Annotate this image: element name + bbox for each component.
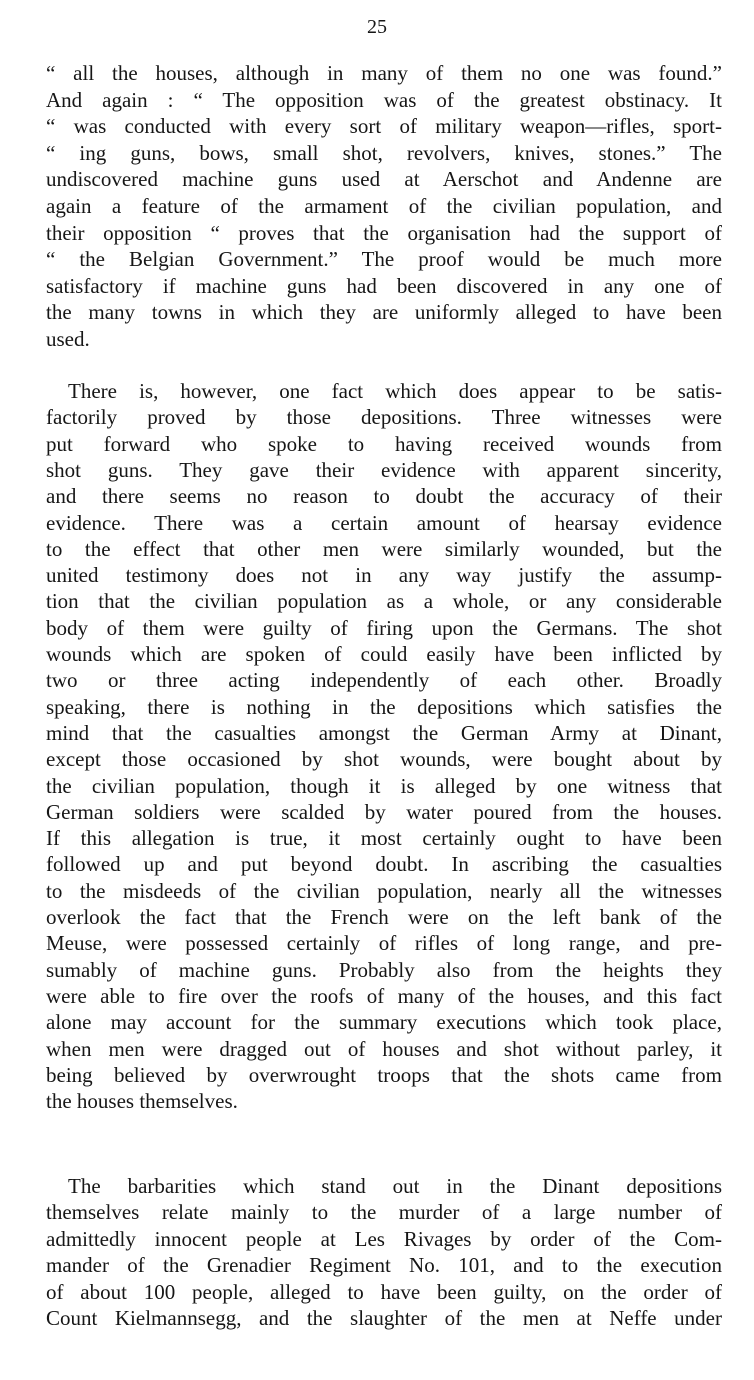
text-line: the many towns in which they are uniformly alleged to have been xyxy=(46,300,722,325)
text-line: factorily proved by those depositions. Three witnesses were xyxy=(46,405,722,430)
text-line: body of them were guilty of firing upon the Germans. The shot xyxy=(46,615,722,640)
text-line: of about 100 people, alleged to have been guilty, on the order of xyxy=(46,1279,722,1304)
text-line: the houses themselves. xyxy=(46,1089,238,1114)
text-line: Meuse, were possessed certainly of rifles of long range, and pre- xyxy=(46,931,722,956)
text-line: speaking, there is nothing in the depositions which satisfies the xyxy=(46,694,722,719)
text-line: The barbarities which stand out in the Dinant depositions xyxy=(68,1174,722,1198)
text-line: overlook the fact that the French were on the left bank of the xyxy=(46,905,722,929)
text-line: two or three acting independently of each other. Broadly xyxy=(46,668,722,693)
text-line: put forward who spoke to having received wounds from xyxy=(46,431,722,456)
text-line: tion that the civilian population as a whole, or any considerable xyxy=(46,589,722,614)
text-line: “ ing guns, bows, small shot, revolvers, knives, stones.” The xyxy=(46,140,722,165)
text-line: admittedly innocent people at Les Rivages by order of the Com- xyxy=(46,1226,722,1251)
text-line: shot guns. They gave their evidence with apparent sincerity, xyxy=(46,457,722,482)
text-line: united testimony does not in any way justify the assump- xyxy=(46,563,722,588)
text-line: If this allegation is true, it most certainly ought to have been xyxy=(46,826,722,851)
text-line: to the misdeeds of the civilian population, nearly all the witnesses xyxy=(46,878,722,903)
text-line: when men were dragged out of houses and shot without parley, it xyxy=(46,1036,722,1061)
text-line: and there seems no reason to doubt the accuracy of their xyxy=(46,484,722,509)
text-line: German soldiers were scalded by water poured from the houses. xyxy=(46,799,722,824)
text-line: mander of the Grenadier Regiment No. 101, and to the execution xyxy=(46,1253,722,1278)
text-line: “ the Belgian Government.” The proof would be much more xyxy=(46,247,722,272)
text-line: Count Kielmannsegg, and the slaughter of the men at Neffe under xyxy=(46,1306,722,1330)
text-line: satisfactory if machine guns had been discovered in any one of xyxy=(46,273,722,298)
text-line: again a feature of the armament of the civilian population, and xyxy=(46,194,722,218)
page-number: 25 xyxy=(367,16,387,38)
text-line: were able to fire over the roofs of many of the houses, and this fact xyxy=(46,983,722,1008)
text-line: the civilian population, though it is alleged by one witness that xyxy=(46,773,722,798)
text-line: being believed by overwrought troops that the shots came from xyxy=(46,1062,722,1087)
text-line: used. xyxy=(46,327,90,351)
text-line: sumably of machine guns. Probably also from the heights they xyxy=(46,957,722,982)
text-line: except those occasioned by shot wounds, were bought about by xyxy=(46,747,722,772)
text-line: alone may account for the summary executions which took place, xyxy=(46,1010,722,1035)
text-line: to the effect that other men were similarly wounded, but the xyxy=(46,536,722,561)
text-line: “ all the houses, although in many of them no one was found.” xyxy=(46,61,722,85)
text-line: There is, however, one fact which does appear to be satis- xyxy=(68,379,722,403)
text-line: undiscovered machine guns used at Aerschot and Andenne are xyxy=(46,167,722,192)
text-line: And again : “ The opposition was of the greatest obstinacy. It xyxy=(46,87,722,112)
text-line: themselves relate mainly to the murder of a large number of xyxy=(46,1200,722,1225)
text-line: their opposition “ proves that the organisation had the support of xyxy=(46,220,722,245)
text-line: evidence. There was a certain amount of hearsay evidence xyxy=(46,510,722,535)
text-line: mind that the casualties amongst the German Army at Dinant, xyxy=(46,720,722,745)
text-line: followed up and put beyond doubt. In ascribing the casualties xyxy=(46,852,722,877)
text-line: wounds which are spoken of could easily have been inflicted by xyxy=(46,642,722,666)
text-line: “ was conducted with every sort of military weapon—rifles, sport- xyxy=(46,114,722,139)
